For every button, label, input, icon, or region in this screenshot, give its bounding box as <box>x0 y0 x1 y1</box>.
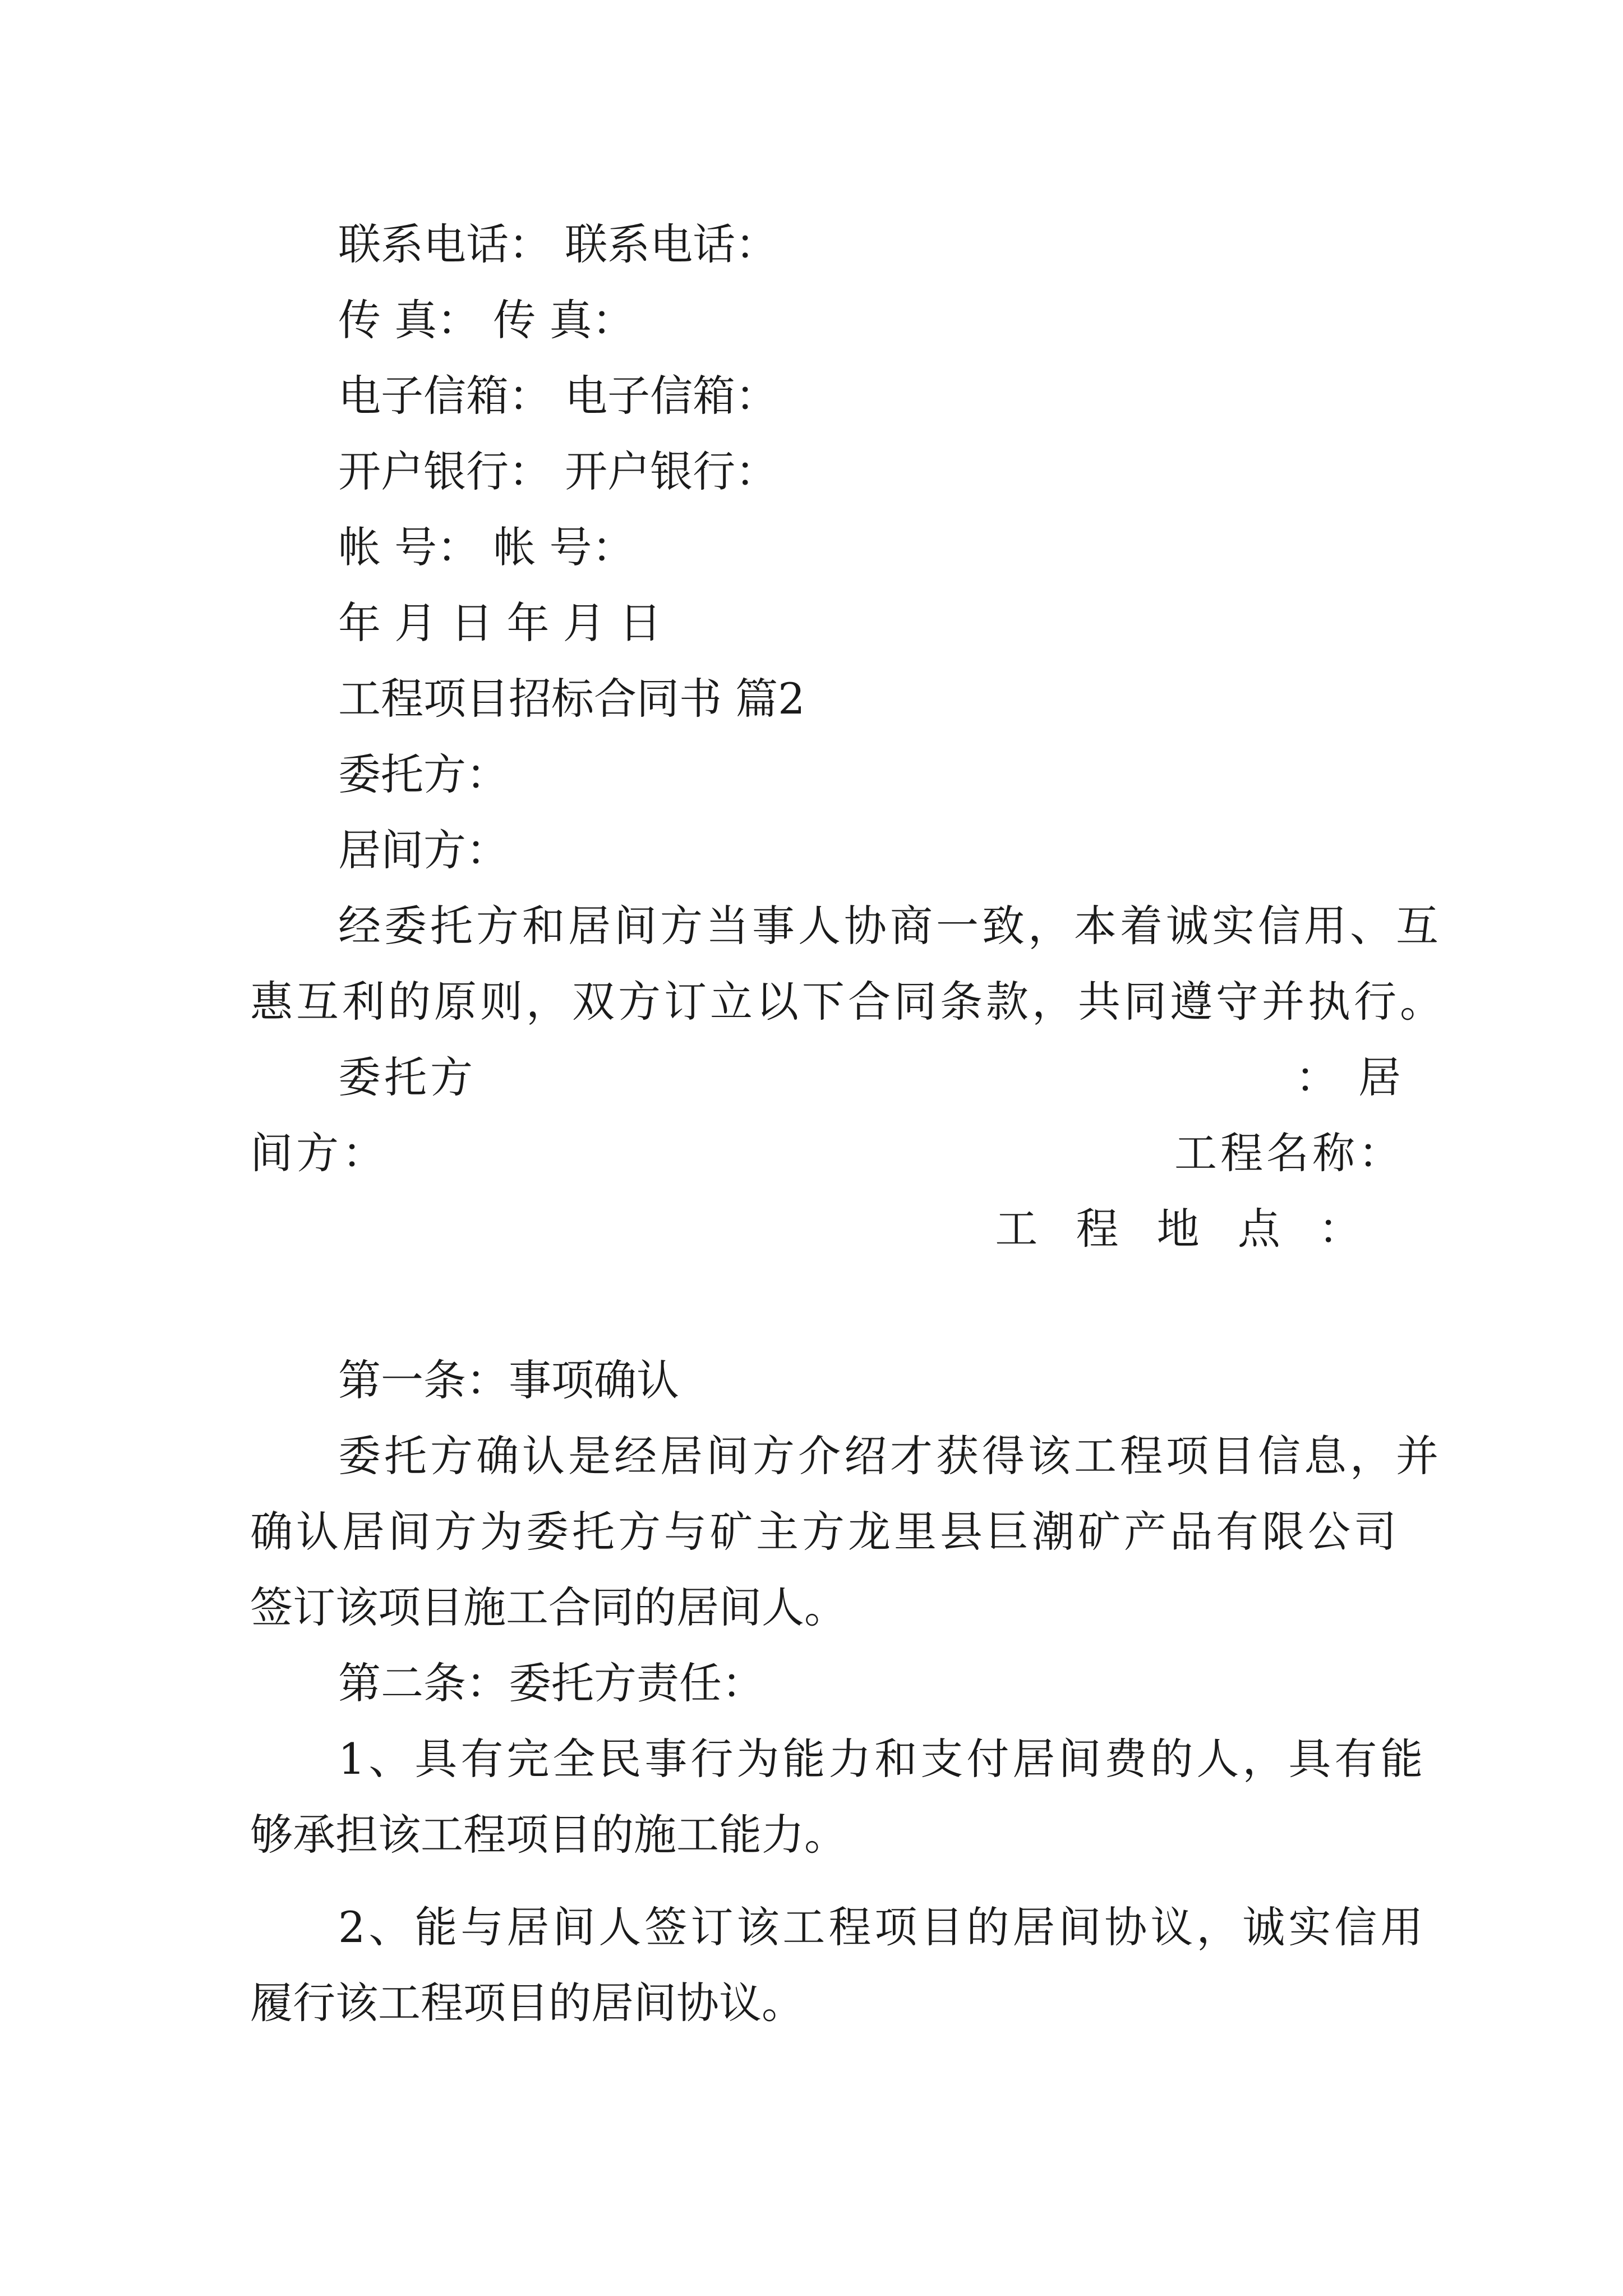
client-line: 委托方： <box>338 749 509 799</box>
contact-phone-line: 联系电话： 联系电话： <box>338 219 778 269</box>
clause-2-line-2: 履行该工程项目的居间协议。 <box>250 1978 804 2028</box>
project-location-label: 工 程 地 点 ： <box>995 1204 1373 1254</box>
section-title: 工程项目招标合同书 篇2 <box>338 674 805 724</box>
paragraph-1-line-2: 惠互利的原则，双方订立以下合同条款，共同遵守并执行。 <box>250 977 1446 1027</box>
paragraph-1-line-1: 经委托方和居间方当事人协商一致，本着诚实信用、互 <box>338 901 1442 951</box>
clause-1-line-1: 1、具有完全民事行为能力和支付居间费的人，具有能 <box>338 1734 1427 1784</box>
clause-1-line-2: 够承担该工程项目的施工能力。 <box>250 1810 847 1860</box>
clause-2-line-1: 2、能与居间人签订该工程项目的居间协议，诚实信用 <box>338 1902 1427 1952</box>
client-label: 委托方 <box>338 1052 476 1102</box>
article-1-title: 第一条：事项确认 <box>338 1355 679 1405</box>
broker-label-end: 间方： <box>250 1128 388 1178</box>
article-2-title: 第二条：委托方责任： <box>338 1658 764 1708</box>
article-1-line-2: 确认居间方为委托方与矿主方龙里县巨潮矿产品有限公司 <box>250 1507 1400 1557</box>
bank-line: 开户银行： 开户银行： <box>338 447 778 496</box>
fax-line: 传 真： 传 真： <box>338 295 635 345</box>
email-line: 电子信箱： 电子信箱： <box>338 371 778 421</box>
broker-line: 居间方： <box>338 825 509 875</box>
date-line: 年 月 日 年 月 日 <box>338 598 662 648</box>
account-line: 帐 号： 帐 号： <box>338 522 635 572</box>
broker-label-start: ： 居 <box>1295 1052 1404 1102</box>
article-1-line-1: 委托方确认是经居间方介绍才获得该工程项目信息，并 <box>338 1431 1442 1481</box>
project-name-label: 工程名称： <box>1174 1128 1404 1178</box>
article-1-line-3: 签订该项目施工合同的居间人。 <box>250 1582 847 1632</box>
